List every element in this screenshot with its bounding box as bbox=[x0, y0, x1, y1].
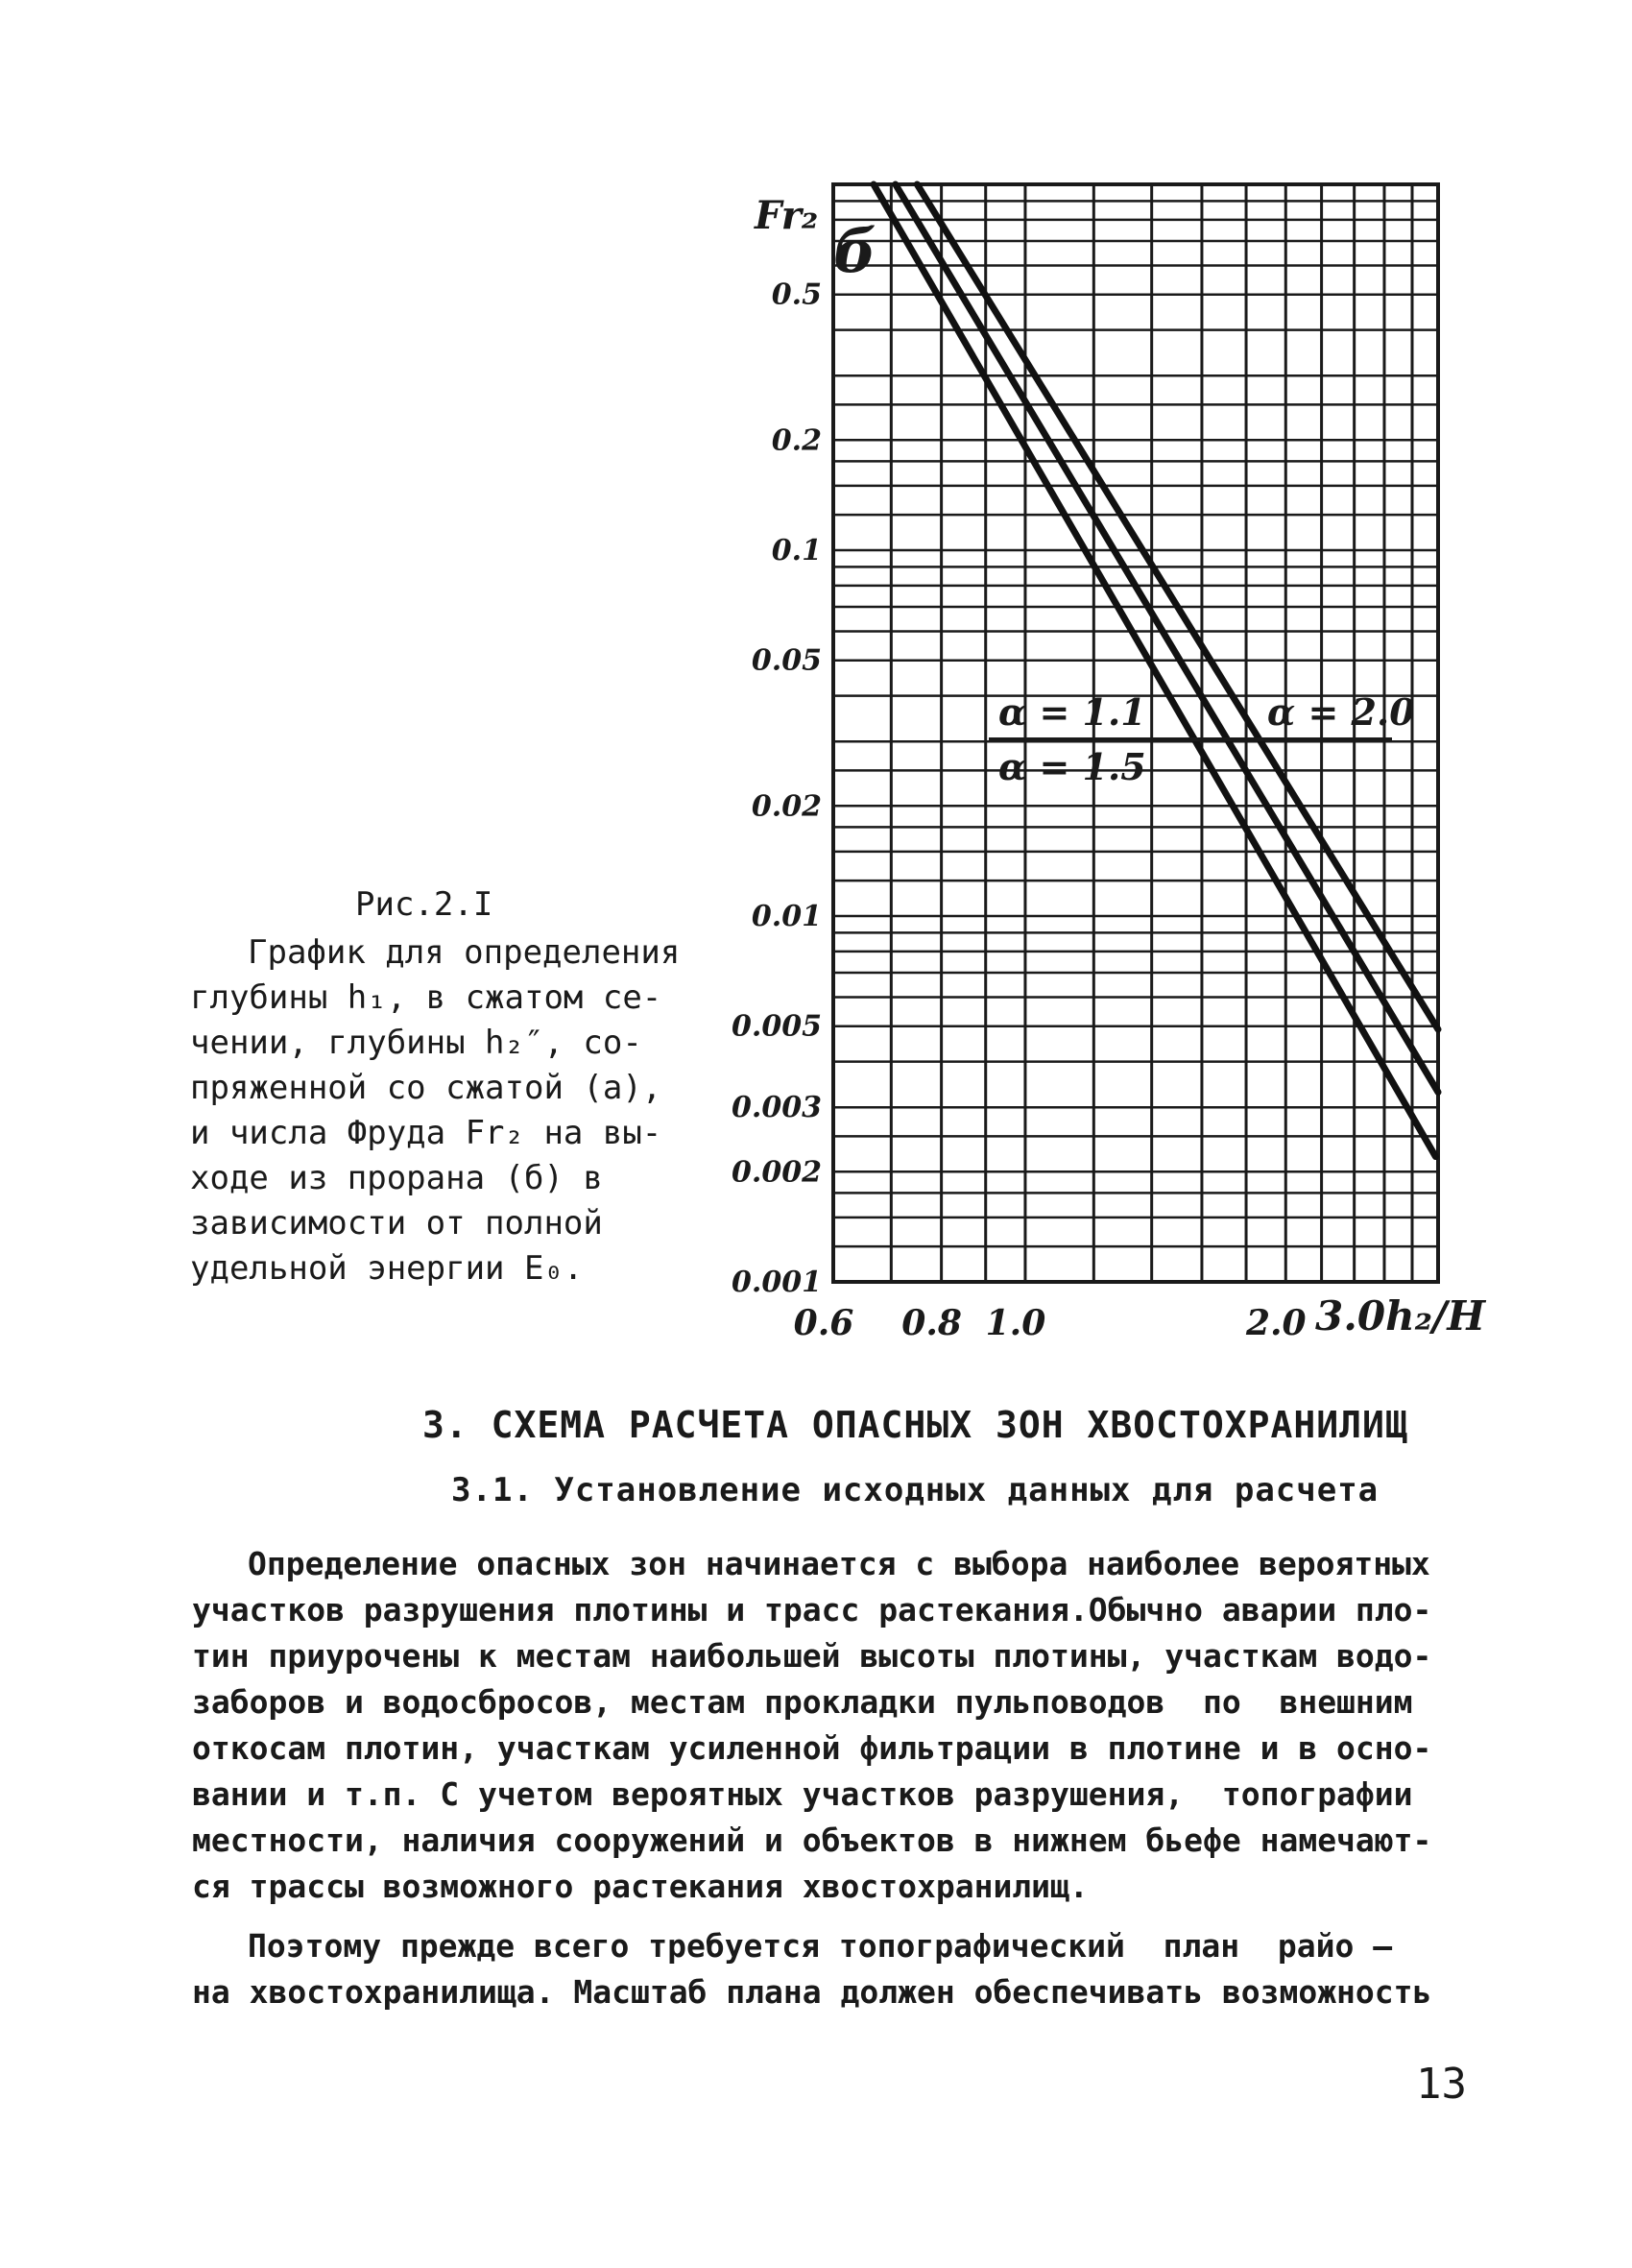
curve-label-alpha-2-0: α = 2.0 bbox=[1267, 690, 1415, 734]
body-line-3: тин приурочены к местам наибольшей высоты плотины, участкам водо- bbox=[192, 1637, 1432, 1675]
x-tick-label: 0.6 bbox=[793, 1303, 854, 1343]
caption-line-7: зависимости от полной bbox=[190, 1204, 603, 1243]
caption-line-5: и числа Фруда Fr₂ на вы- bbox=[190, 1114, 662, 1152]
body-line-5: откосам плотин, участкам усиленной фильтрации в плотине и в осно- bbox=[192, 1729, 1432, 1767]
caption-line-2: глубины h₁, в сжатом се- bbox=[190, 978, 662, 1017]
body-line-10: на хвостохранилища. Масштаб плана должен обеспечивать возможность bbox=[192, 1973, 1432, 2011]
caption-line-1: График для определения bbox=[248, 933, 681, 972]
caption-line-3: чении, глубины h₂″, со- bbox=[190, 1024, 642, 1062]
y-tick-label: 0.005 bbox=[732, 1009, 822, 1044]
y-tick-label: 0.002 bbox=[732, 1155, 822, 1190]
page-number: 13 bbox=[1416, 2060, 1467, 2109]
y-tick-label: 0.01 bbox=[751, 900, 822, 933]
panel-label: б bbox=[833, 216, 876, 286]
caption-line-8: удельной энергии E₀. bbox=[190, 1249, 584, 1288]
x-tick-label: 2.0 bbox=[1245, 1303, 1307, 1343]
body-line-8: ся трассы возможного растекания хвостохранилищ. bbox=[192, 1868, 1089, 1905]
curve-label-alpha-1-5: α = 1.5 bbox=[998, 745, 1146, 788]
body-line-1: Определение опасных зон начинается с выбора наиболее вероятных bbox=[248, 1545, 1430, 1582]
y-tick-label: 0.003 bbox=[732, 1091, 822, 1125]
x-tick-label: 1.0 bbox=[985, 1303, 1046, 1343]
y-tick-label: 0.2 bbox=[771, 423, 822, 458]
y-axis-label: Fr₂ bbox=[755, 193, 819, 238]
y-tick-label: 0.05 bbox=[751, 643, 822, 678]
y-tick-label: 0.1 bbox=[771, 534, 822, 567]
caption-title: Рис.2.I bbox=[355, 885, 493, 924]
x-tick-label: 0.8 bbox=[901, 1303, 962, 1343]
body-line-7: местности, наличия сооружений и объектов в нижнем бьефе намечают- bbox=[192, 1822, 1432, 1859]
body-line-4: заборов и водосбросов, местам прокладки пульповодов по внешним bbox=[192, 1683, 1413, 1721]
data-curve bbox=[896, 184, 1438, 1092]
caption-line-6: ходе из прорана (б) в bbox=[190, 1159, 603, 1197]
curve-label-alpha-1-1: α = 1.1 bbox=[998, 690, 1146, 734]
y-tick-label: 0.5 bbox=[771, 277, 822, 312]
x-axis-label: 3.0h₂/H bbox=[1315, 1292, 1486, 1339]
section-subheading: 3.1. Установление исходных данных для расчета bbox=[451, 1471, 1380, 1509]
body-line-2: участков разрушения плотины и трасс растекания.Обычно аварии пло- bbox=[192, 1591, 1432, 1629]
body-line-6: вании и т.п. С учетом вероятных участков разрушения, топографии bbox=[192, 1775, 1413, 1813]
section-heading: 3. СХЕМА РАСЧЕТА ОПАСНЫХ ЗОН ХВОСТОХРАНИЛИЩ bbox=[422, 1404, 1408, 1446]
caption-line-4: пряженной со сжатой (а), bbox=[190, 1069, 662, 1107]
y-tick-label: 0.001 bbox=[732, 1266, 822, 1299]
y-tick-label: 0.02 bbox=[751, 789, 822, 824]
body-line-9: Поэтому прежде всего требуется топографический план райо – bbox=[248, 1927, 1393, 1965]
